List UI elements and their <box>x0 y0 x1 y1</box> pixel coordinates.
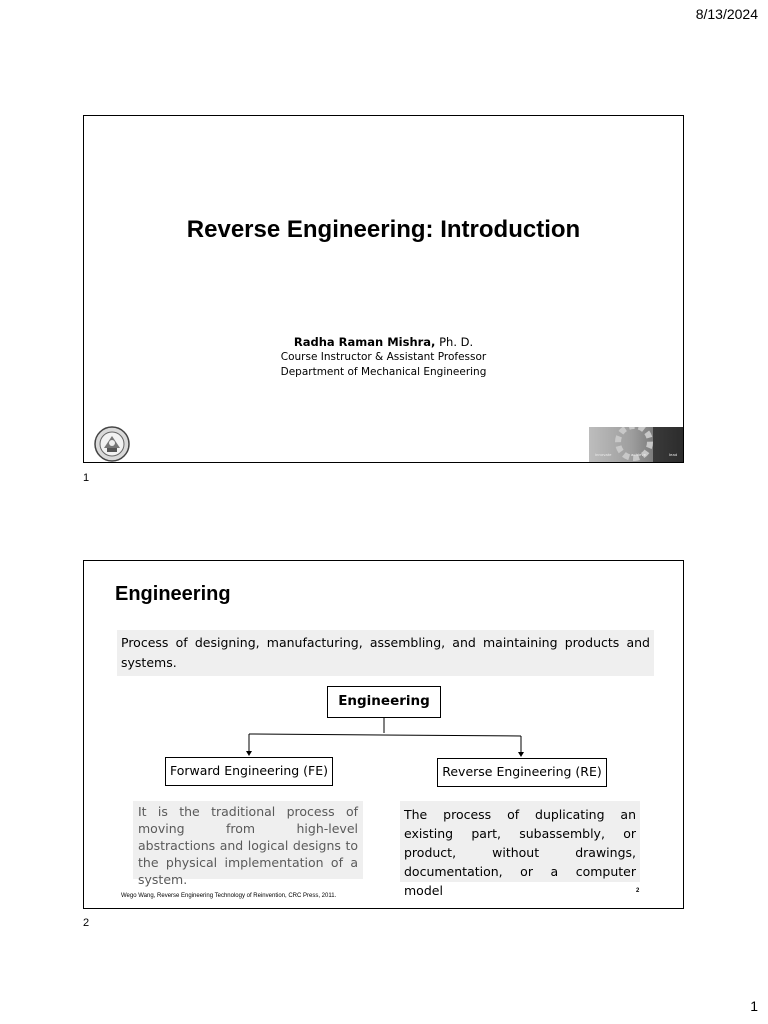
banner-word-1: innovate <box>595 452 612 457</box>
forward-engineering-node: Forward Engineering (FE) <box>165 757 333 786</box>
slide-1 <box>83 115 684 463</box>
page-number: 1 <box>750 998 758 1014</box>
university-seal-icon <box>94 426 130 462</box>
author-line <box>84 335 683 350</box>
page-date: 8/13/2024 <box>695 6 758 22</box>
slide-1-label: 1 <box>83 472 90 484</box>
definition-box: Process of designing, manufacturing, assembling, and maintaining products and systems. <box>117 630 654 676</box>
author-department: Department of Mechanical Engineering <box>280 366 487 378</box>
reverse-engineering-node: Reverse Engineering (RE) <box>437 758 607 787</box>
forward-engineering-description: It is the traditional process of moving from high-level abstractions and logical designs to the physical implementation of a system. <box>133 801 363 879</box>
slide-2-number: 2 <box>636 888 640 894</box>
slide-1-title: Reverse Engineering: Introduction <box>186 216 581 243</box>
author-role: Course Instructor & Assistant Professor <box>280 351 487 363</box>
reverse-engineering-description: The process of duplicating an existing part, subassembly, or product, without drawings, documentation, or a computer model <box>400 801 640 882</box>
slide-2-label: 2 <box>83 917 90 929</box>
engineering-node: Engineering <box>327 686 441 718</box>
slide-2 <box>83 560 684 909</box>
author-name: Radha Raman Mishra, <box>293 335 436 349</box>
author-degree: Ph. D. <box>435 335 474 349</box>
slide-2-title: Engineering <box>115 583 231 605</box>
banner-word-3: lead <box>669 452 678 457</box>
banner-word-2: achieve <box>631 452 647 457</box>
citation: Wego Wang, Reverse Engineering Technology of Reinvention, CRC Press, 2011. <box>121 893 337 899</box>
brand-banner <box>589 427 683 462</box>
author-block <box>84 335 683 380</box>
